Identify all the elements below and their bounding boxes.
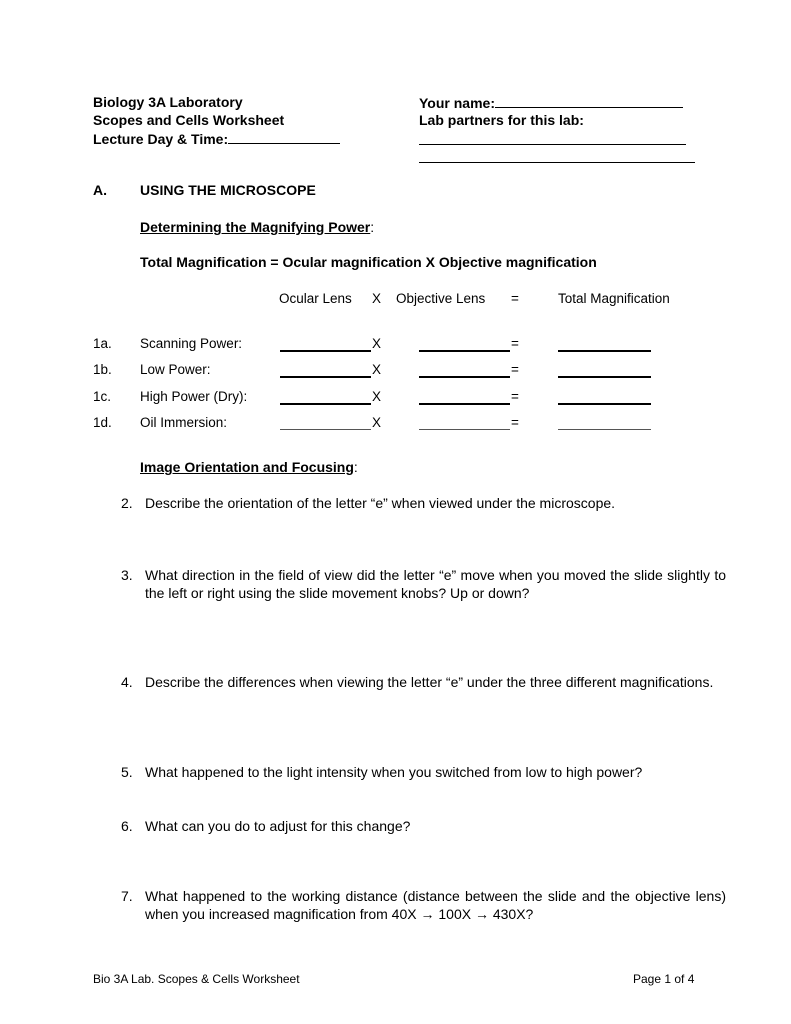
lab-partner-blank-1[interactable]	[419, 144, 686, 145]
row-1c-total-blank[interactable]	[558, 403, 651, 405]
course-title: Biology 3A Laboratory	[93, 94, 243, 110]
question-6-num: 6.	[121, 818, 133, 834]
your-name-label: Your name:	[419, 95, 495, 111]
question-4-text: Describe the differences when viewing the letter “e” under the three different magnifications.	[145, 674, 714, 690]
orientation-heading	[140, 459, 358, 476]
question-6-text: What can you do to adjust for this change?	[145, 818, 411, 834]
row-1a-eq: =	[511, 336, 519, 351]
page-number: Page 1 of 4	[633, 972, 695, 986]
col-equals: =	[511, 291, 519, 306]
row-1d-x: X	[372, 415, 382, 430]
section-title: USING THE MICROSCOPE	[140, 182, 316, 198]
question-5-num: 5.	[121, 764, 133, 780]
row-1b-num: 1b.	[93, 362, 112, 377]
lab-partner-blank-2[interactable]	[419, 162, 695, 163]
row-1d-ocular-blank[interactable]	[280, 429, 371, 430]
question-7-text: What happened to the working distance (distance between the slide and the objective lens) when you increased magnification from 40X → 100X → 430X?	[145, 888, 726, 922]
orientation-heading-text: Image Orientation and Focusing	[140, 459, 354, 475]
row-1d-objective-blank[interactable]	[419, 429, 510, 430]
row-1c-num: 1c.	[93, 389, 112, 404]
question-3-num: 3.	[121, 567, 133, 583]
lecture-day-time-blank[interactable]	[228, 130, 340, 144]
row-1b-total-blank[interactable]	[558, 376, 651, 378]
magnifying-heading-colon: :	[370, 219, 375, 235]
orientation-heading-colon: :	[353, 459, 358, 475]
col-objective-lens: Objective Lens	[396, 291, 486, 306]
your-name-blank[interactable]	[495, 94, 683, 108]
row-1c-objective-blank[interactable]	[419, 403, 510, 405]
row-1d-num: 1d.	[93, 415, 112, 430]
row-1b-objective-blank[interactable]	[419, 376, 510, 378]
question-5-text: What happened to the light intensity when you switched from low to high power?	[145, 764, 643, 780]
question-3-text: What direction in the field of view did the letter “e” move when you moved the slide slightly to the left or right using the slide movement knobs? Up or down?	[145, 567, 726, 601]
row-1a-label: Scanning Power:	[140, 336, 243, 351]
magnifying-heading	[140, 219, 374, 236]
question-2-text: Describe the orientation of the letter “e” when viewed under the microscope.	[145, 495, 616, 511]
lab-partners-label: Lab partners for this lab:	[419, 112, 584, 128]
row-1d-eq: =	[511, 415, 519, 430]
lecture-day-time-label: Lecture Day & Time:	[93, 131, 229, 147]
col-ocular-lens: Ocular Lens	[279, 291, 352, 306]
row-1a-x: X	[372, 336, 382, 351]
your-name	[419, 94, 683, 112]
row-1c-ocular-blank[interactable]	[280, 403, 371, 405]
magnifying-heading-text: Determining the Magnifying Power	[140, 219, 371, 235]
row-1a-num: 1a.	[93, 336, 112, 351]
col-x: X	[372, 291, 382, 306]
question-4-num: 4.	[121, 674, 133, 690]
row-1d-label: Oil Immersion:	[140, 415, 228, 430]
row-1c-label: High Power (Dry):	[140, 389, 248, 404]
row-1b-eq: =	[511, 362, 519, 377]
row-1a-total-blank[interactable]	[558, 350, 651, 352]
row-1a-ocular-blank[interactable]	[280, 350, 371, 352]
row-1b-label: Low Power:	[140, 362, 211, 377]
lecture-day-time	[93, 130, 340, 148]
row-1b-x: X	[372, 362, 382, 377]
col-total-magnification: Total Magnification	[558, 291, 670, 306]
magnification-formula: Total Magnification = Ocular magnification X Objective magnification	[140, 254, 597, 270]
row-1c-x: X	[372, 389, 382, 404]
worksheet-title: Scopes and Cells Worksheet	[93, 112, 285, 128]
question-2-num: 2.	[121, 495, 133, 511]
question-7-num: 7.	[121, 888, 133, 904]
row-1b-ocular-blank[interactable]	[280, 376, 371, 378]
row-1c-eq: =	[511, 389, 519, 404]
row-1d-total-blank[interactable]	[558, 429, 651, 430]
row-1a-objective-blank[interactable]	[419, 350, 510, 352]
footer-left: Bio 3A Lab. Scopes & Cells Worksheet	[93, 972, 300, 986]
section-letter: A.	[93, 182, 107, 198]
